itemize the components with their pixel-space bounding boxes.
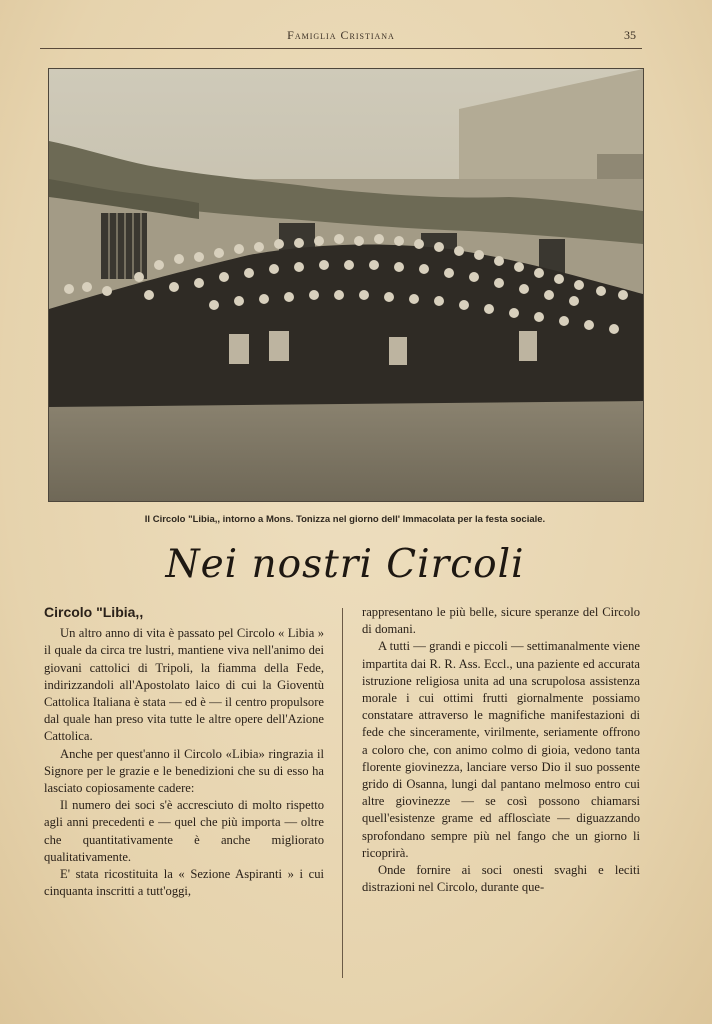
page-header [40,22,642,49]
article-column-left [44,604,324,900]
group-photo-illustration [49,69,643,501]
photo-caption: Il Circolo "Libia,, intorno a Mons. Tonizza nel giorno dell' Immacolata per la festa sociale. [144,514,546,525]
paragraph: Anche per quest'anno il Circolo «Libia» ringrazia il Signore per le grazie e le benedizioni che su di esso ha lasciato copiosamente cadere: [44,746,324,796]
article-column-right [362,604,640,896]
paragraph: rappresentano le più belle, sicure speranze del Circolo di domani. [362,605,640,637]
paragraph: E' stata ricostituita la « Sezione Aspiranti » i cui cinquanta inscritti a tutt'oggi, [44,867,324,899]
article-subhead: Circolo "Libia,, [44,604,144,620]
paragraph: A tutti — grandi e piccoli — settimanalmente viene impartita dai R. R. Ass. Eccl., una paziente ed accurata istruzione religiosa unita ad una scrupolosa assistenza morale i cui ottimi frutti giornalmente possiamo constatare attraverso le magnifiche manifestazioni di fede che sinceramente, virilmente, seriamente offrono a coloro che, con animo colmo di gioia, vedono tanta florente giovinezza, lanciare verso Dio il suo possente grido di Osanna, lungi dal pantano melmoso entro cui altre giovinezze — se così possono chiamarsi quell'esistenze grame ed affloscìate — diguazzando sprofondano sempre più nel fango che un giorno li ricoprirà. [362,639,640,860]
page-number: 35 [624,28,636,42]
article-headline: Nei nostri Circoli [165,542,525,587]
magazine-title: Famiglia Cristiana [287,28,395,42]
paragraph: Un altro anno di vita è passato pel Circolo « Libia » il quale da circa tre lustri, mantiene viva nell'animo dei giovani cattolici di Tripoli, la fiamma della Fede, indirizzandoli all'Apostolato laico di cui la Gioventù Cattolica Italiana è stata — ed è — il centro propulsore dal quale han preso vita tutte le altre opere dell'Azione Cattolica. [44,626,324,744]
column-divider [342,608,343,978]
paragraph: Onde fornire ai soci onesti svaghi e leciti distrazioni nel Circolo, durante que- [362,863,640,895]
paragraph: Il numero dei soci s'è accresciuto di molto rispetto agli anni precedenti e — quel che più importa — oltre che quantitativamente è anche migliorato qualitativamente. [44,798,324,864]
group-photo [48,68,644,502]
